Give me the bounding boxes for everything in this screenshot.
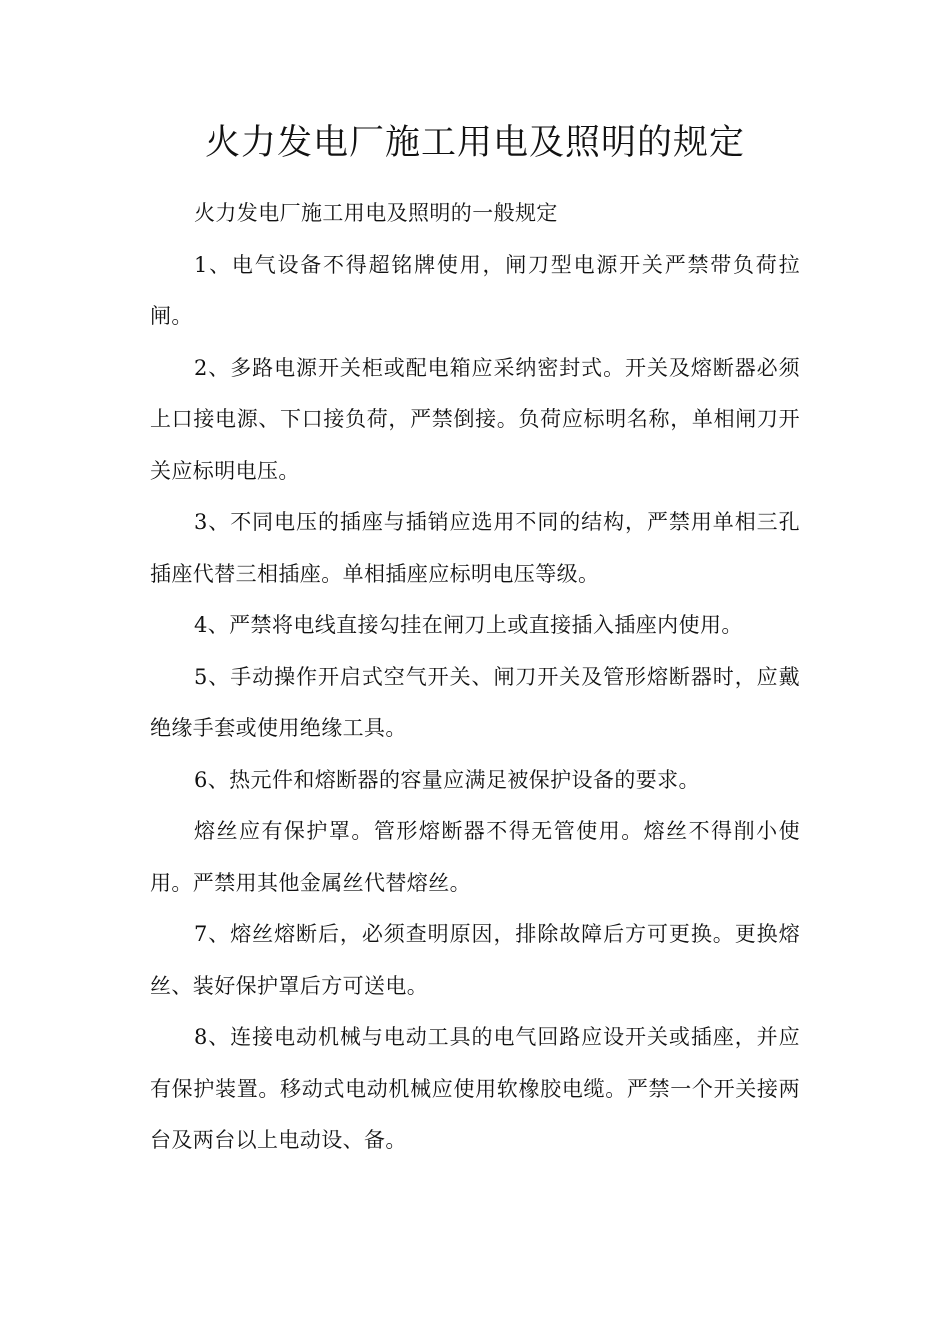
paragraph-rule-5: 5、手动操作开启式空气开关、闸刀开关及管形熔断器时，应戴绝缘手套或使用绝缘工具。 bbox=[150, 664, 800, 740]
paragraph-rule-1: 1、电气设备不得超铭牌使用，闸刀型电源开关严禁带负荷拉闸。 bbox=[150, 252, 800, 328]
paragraph-rule-3: 3、不同电压的插座与插销应选用不同的结构，严禁用单相三孔插座代替三相插座。单相插座应标明电压等级。 bbox=[150, 510, 800, 586]
paragraph-rule-7: 7、熔丝熔断后，必须查明原因，排除故障后方可更换。更换熔丝、装好保护罩后方可送电。 bbox=[150, 922, 800, 998]
paragraph-rule-2: 2、多路电源开关柜或配电箱应采纳密封式。开关及熔断器必须上口接电源、下口接负荷，严禁倒接。负荷应标明名称，单相闸刀开关应标明电压。 bbox=[150, 355, 800, 483]
paragraph-rule-6: 6、热元件和熔断器的容量应满足被保护设备的要求。 bbox=[194, 767, 700, 792]
document-title: 火力发电厂施工用电及照明的规定 bbox=[204, 123, 745, 163]
paragraph-rule-6-note: 熔丝应有保护罩。管形熔断器不得无管使用。熔丝不得削小使用。严禁用其他金属丝代替熔丝。 bbox=[150, 819, 800, 895]
paragraph-general-rules: 火力发电厂施工用电及照明的一般规定 bbox=[194, 201, 558, 225]
document-body bbox=[150, 188, 800, 1167]
paragraph-rule-8: 8、连接电动机械与电动工具的电气回路应设开关或插座，并应有保护装置。移动式电动机械应使用软橡胶电缆。严禁一个开关接两台及两台以上电动设、备。 bbox=[150, 1025, 800, 1152]
paragraph-rule-4: 4、严禁将电线直接勾挂在闸刀上或直接插入插座内使用。 bbox=[194, 613, 743, 637]
